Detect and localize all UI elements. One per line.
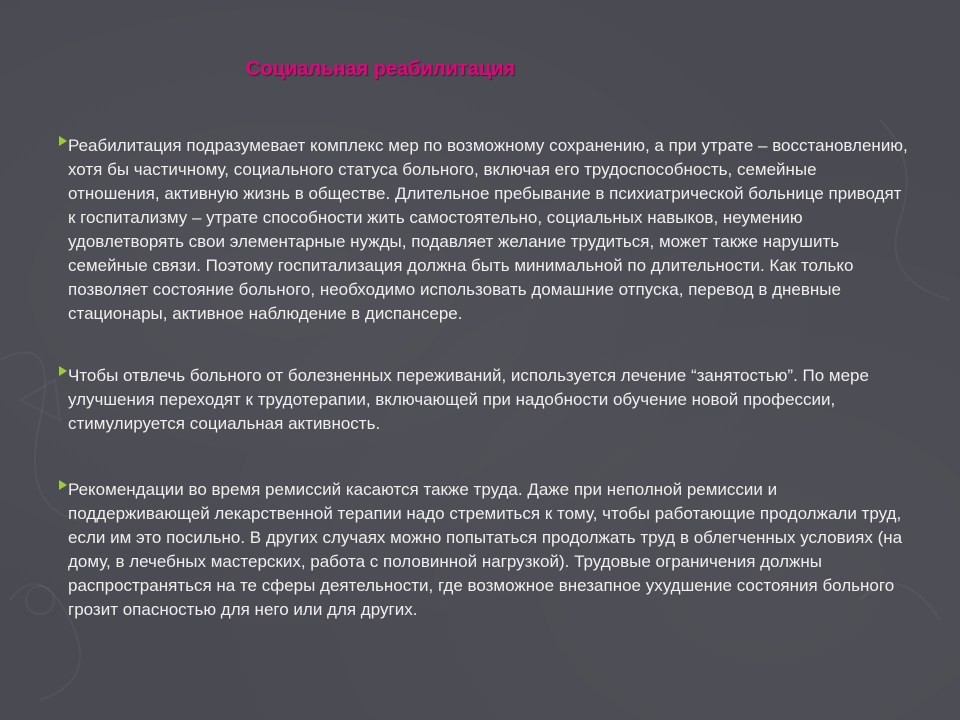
paragraph-text: Чтобы отвлечь больного от болезненных переживаний, используется лечение “занятостью”. По мере улучшения переходят к трудотерапии, включающей при надобности обучение новой профессии, стимулируется социальная активность.	[68, 366, 869, 433]
bullet-triangle-icon	[59, 480, 67, 490]
slide-content	[60, 134, 910, 622]
bullet-triangle-icon	[59, 136, 67, 146]
paragraph-rehabilitation	[60, 134, 910, 326]
bullet-triangle-icon	[59, 366, 67, 376]
paragraph-remission	[60, 478, 910, 622]
paragraph-occupation	[60, 364, 910, 436]
paragraph-text: Рекомендации во время ремиссий касаются также труда. Даже при неполной ремиссии и поддерживающей лекарственной терапии надо стремиться к тому, чтобы работающие продолжали труд, если им это посильно. В других случаях можно попытаться продолжать труд в облегченных условиях (на дому, в лечебных мастерских, работа с половинной нагрузкой). Трудовые ограничения должны распространяться на те сферы деятельности, где возможное внезапное ухудшение состояния больного грозит опасностью для него или для других.	[68, 480, 903, 619]
paragraph-text: Реабилитация подразумевает комплекс мер по возможному сохранению, а при утрате – восстановлению, хотя бы частичному, социального статуса больного, включая его трудоспособность, семейные отношения, активную жизнь в обществе. Длительное пребывание в психиатрической больнице приводят к госпитализму – утрате способности жить самостоятельно, социальных навыков, неумению удовлетворять свои элементарные нужды, подавляет желание трудиться, может также нарушить семейные связи. Поэтому госпитализация должна быть минимальной по длительности. Как только позволяет состояние больного, необходимо использовать домашние отпуска, перевод в дневные стационары, активное наблюдение в диспансере.	[68, 136, 908, 323]
slide-title: Социальная реабилитация	[246, 58, 516, 80]
